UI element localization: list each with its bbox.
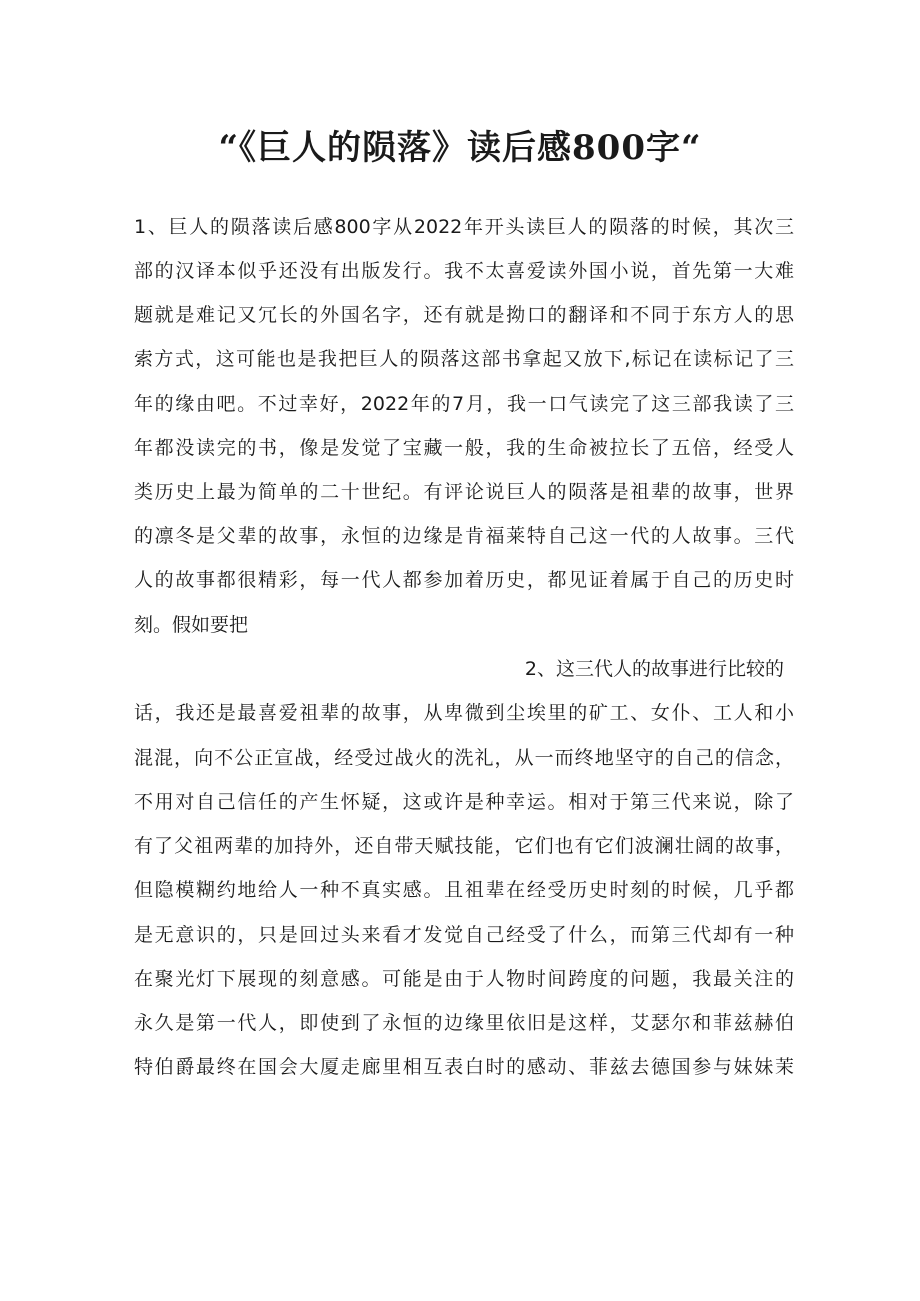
paragraph-line: 刻。假如要把	[134, 614, 249, 636]
paragraph-line: 话，我还是最喜爱祖辈的故事，从卑微到尘埃里的矿工、女仆、工人和小	[134, 702, 794, 724]
paragraph-line: 的凛冬是父辈的故事，永恒的边缘是肯福莱特自己这一代的人故事。三代	[134, 525, 794, 547]
paragraph-line: 1、巨人的陨落读后感800字从2022年开头读巨人的陨落的时候，其次三	[134, 216, 794, 238]
paragraph-line: 部的汉译本似乎还没有出版发行。我不太喜爱读外国小说，首先第一大难	[134, 260, 794, 282]
paragraph-line: 永久是第一代人，即使到了永恒的边缘里依旧是这样，艾瑟尔和菲兹赫伯	[134, 1012, 794, 1034]
document-title: “《巨人的陨落》读后感800字“	[218, 128, 702, 168]
paragraph-line: 类历史上最为简单的二十世纪。有评论说巨人的陨落是祖辈的故事，世界	[134, 481, 794, 503]
paragraph-line: 但隐模糊约地给人一种不真实感。且祖辈在经受历史时刻的时候，几乎都	[134, 879, 794, 901]
paragraph-line: 2、这三代人的故事进行比较的	[524, 658, 784, 680]
paragraph-line: 不用对自己信任的产生怀疑，这或许是种幸运。相对于第三代来说，除了	[134, 791, 794, 813]
paragraph-line: 年的缘由吧。不过幸好，2022年的7月，我一口气读完了这三部我读了三	[134, 393, 794, 415]
paragraph-line: 人的故事都很精彩，每一代人都参加着历史，都见证着属于自己的历史时	[134, 569, 794, 591]
paragraph-line: 特伯爵最终在国会大厦走廊里相互表白时的感动、菲兹去德国参与妹妹茉	[134, 1056, 794, 1078]
paragraph-line: 索方式，这可能也是我把巨人的陨落这部书拿起又放下,标记在读标记了三	[134, 348, 794, 370]
paragraph-line: 年都没读完的书，像是发觉了宝藏一般，我的生命被拉长了五倍，经受人	[134, 437, 794, 459]
paragraph-line: 有了父祖两辈的加持外，还自带天赋技能，它们也有它们波澜壮阔的故事，	[134, 835, 794, 857]
paragraph-line: 混混，向不公正宣战，经受过战火的洗礼，从一而终地坚守的自己的信念，	[134, 747, 794, 769]
paragraph-line: 是无意识的，只是回过头来看才发觉自己经受了什么，而第三代却有一种	[134, 924, 794, 946]
paragraph-line: 在聚光灯下展现的刻意感。可能是由于人物时间跨度的问题，我最关注的	[134, 968, 794, 990]
paragraph-line: 题就是难记又冗长的外国名字，还有就是拗口的翻译和不同于东方人的思	[134, 304, 794, 326]
